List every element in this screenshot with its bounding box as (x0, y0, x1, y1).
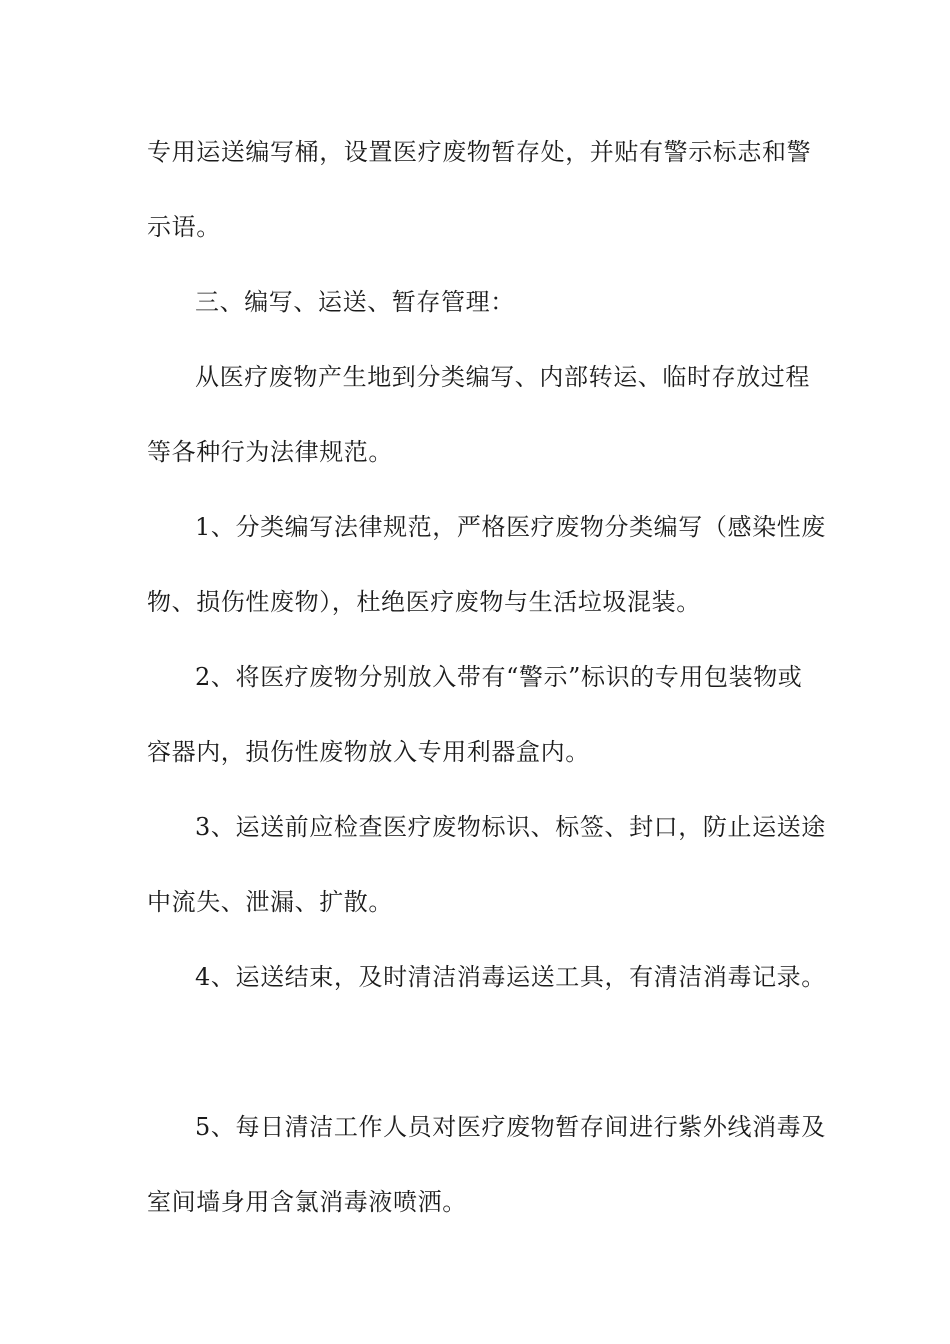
list-item-line: 中流失、泄漏、扩散。 (147, 888, 393, 916)
list-item-line: 4、运送结束，及时清洁消毒运送工具，有清洁消毒记录。 (195, 963, 826, 991)
list-item-line: 物、损伤性废物），杜绝医疗废物与生活垃圾混装。 (147, 588, 701, 616)
paragraph-line: 专用运送编写桶，设置医疗废物暂存处，并贴有警示标志和警 (147, 138, 812, 166)
paragraph-line: 等各种行为法律规范。 (147, 438, 393, 466)
list-item-line: 容器内，损伤性废物放入专用利器盒内。 (147, 738, 590, 766)
list-item-line: 3、运送前应检查医疗废物标识、标签、封口，防止运送途 (195, 813, 826, 841)
section-heading: 三、编写、运送、暂存管理： (195, 288, 515, 316)
list-item-line: 5、每日清洁工作人员对医疗废物暂存间进行紫外线消毒及 (195, 1113, 826, 1141)
list-item-line: 室间墙身用含氯消毒液喷洒。 (147, 1188, 467, 1216)
paragraph-line: 示语。 (147, 213, 221, 241)
paragraph-line: 从医疗废物产生地到分类编写、内部转运、临时存放过程 (195, 363, 810, 391)
list-item-line: 2、将医疗废物分别放入带有“警示”标识的专用包装物或 (195, 663, 803, 691)
list-item-line: 1、分类编写法律规范，严格医疗废物分类编写（感染性废 (195, 513, 826, 541)
